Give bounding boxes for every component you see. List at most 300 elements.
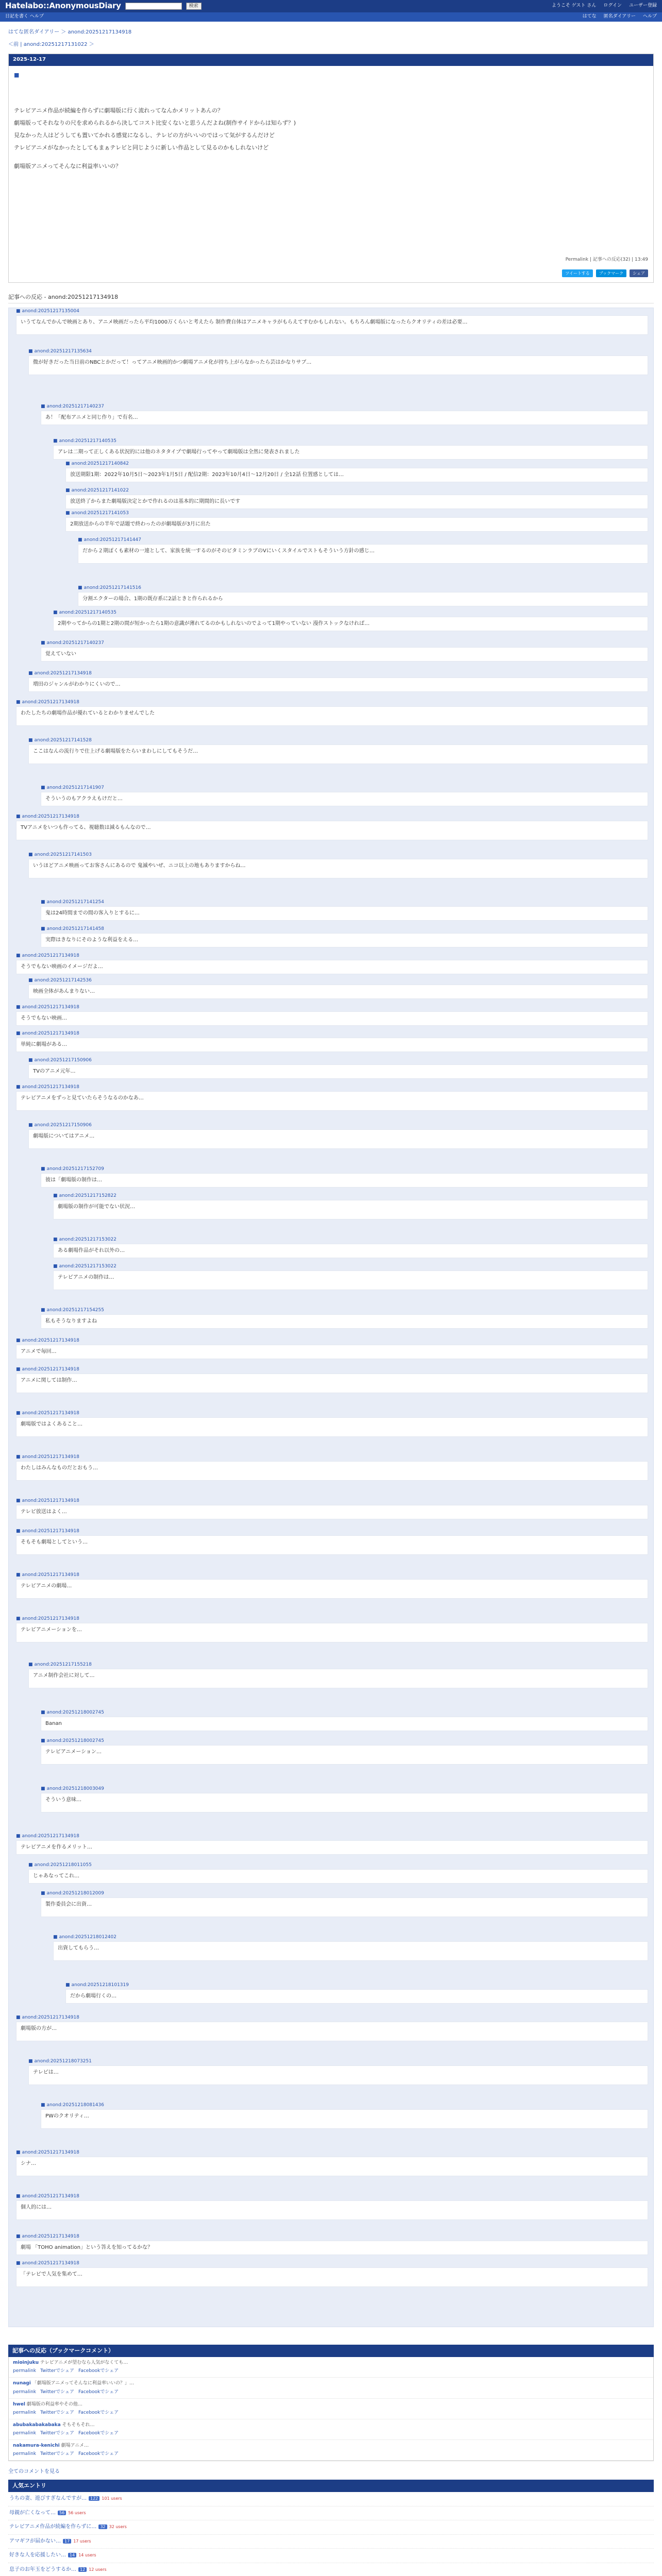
popular-entry <box>8 2520 654 2535</box>
comment-header <box>41 785 648 792</box>
popular-entry <box>8 2506 654 2521</box>
article <box>8 54 654 283</box>
comment-id-link[interactable]: anond:20251217140237 <box>46 404 104 410</box>
comment-body: アニメに関しては制作… <box>16 1374 648 1393</box>
recent-comment-link[interactable]: Facebookでシェア <box>78 2430 119 2436</box>
comment-id-link[interactable]: anond:20251217134918 <box>22 1031 79 1037</box>
popular-entry-users: 14 users <box>78 2553 96 2558</box>
comment <box>28 852 648 878</box>
comment-header <box>16 308 648 315</box>
bullet-icon: ■ <box>28 2059 33 2064</box>
recent-comment-user[interactable]: abubakabakabaka <box>13 2422 61 2428</box>
comment-id-link[interactable]: anond:20251217141053 <box>71 511 129 516</box>
recent-comment-text <box>13 2380 649 2387</box>
comment-header <box>28 1662 648 1669</box>
comment-header <box>16 953 648 960</box>
recent-comment-link[interactable]: permalink <box>13 2430 36 2436</box>
comment <box>28 737 648 764</box>
comment-header <box>78 585 648 592</box>
comment-body: 2期やってからの1期と2期の間が短かったら1期の意識が薄れてるのかもしれないのでよって1期やっていない 漫作ストックなければ… <box>53 617 648 631</box>
comment <box>16 1454 648 1481</box>
recent-comment-link[interactable]: Twitterでシェア <box>40 2451 74 2456</box>
comment-header <box>53 1263 648 1270</box>
comment-id-link[interactable]: anond:20251217134918 <box>22 2015 79 2021</box>
anond-link[interactable]: 匿名ダイアリー <box>603 14 636 20</box>
comment <box>41 2102 648 2129</box>
comment-header <box>53 609 648 617</box>
comment <box>28 1057 648 1079</box>
comment-id-link[interactable]: anond:20251217140237 <box>46 640 104 646</box>
comment-id-link[interactable]: anond:20251217134918 <box>22 1572 79 1578</box>
help-link[interactable]: ヘルプ <box>642 14 657 20</box>
comment-header <box>16 814 648 821</box>
comment-body: わたしはみんなものだとおもう… <box>16 1461 648 1481</box>
bullet-icon: ■ <box>16 2150 21 2156</box>
comment-body: そもそも劇場としてという… <box>16 1535 648 1555</box>
comment-body: ある劇場作品がそれ以外の… <box>53 1244 648 1258</box>
comment-id-link[interactable]: anond:20251217154255 <box>46 1308 104 1313</box>
popular-entry-count: 32 <box>98 2524 107 2529</box>
popular-entry-count: 122 <box>89 2496 100 2501</box>
comment-body: テレビ放送はよく… <box>16 1505 648 1519</box>
comment-header <box>65 461 648 468</box>
comment-body: 映画全体があんまりない… <box>28 985 648 999</box>
recent-comment <box>9 2440 653 2461</box>
bullet-icon: ■ <box>53 438 58 444</box>
bullet-icon: ■ <box>16 1616 21 1622</box>
bullet-icon: ■ <box>41 1738 45 1744</box>
recent-comment-body: 劇場アニメ… <box>61 2443 89 2448</box>
comment-id-link[interactable]: anond:20251217134918 <box>22 2150 79 2156</box>
comment-id-link[interactable]: anond:20251218002745 <box>46 1738 104 1744</box>
comment-id-link[interactable]: anond:20251217141516 <box>84 585 141 591</box>
pager <box>0 37 662 49</box>
comment-header <box>28 1122 648 1129</box>
bullet-icon: ■ <box>41 1786 45 1792</box>
comment-id-link[interactable]: anond:20251218012402 <box>59 1935 117 1940</box>
bullet-icon: ■ <box>16 1367 21 1372</box>
comment-id-link[interactable]: anond:20251217141458 <box>46 926 104 932</box>
comment-id-link[interactable]: anond:20251217134918 <box>22 953 79 959</box>
recent-comment-user[interactable]: hwel <box>13 2401 25 2407</box>
comment-body: テレビアニメをずっと見ていたらそうなるのかなあ… <box>16 1091 648 1111</box>
comment-body: だから２期ぽくも素材の一連として、家族を統一するのがそのビタミンラブのVにいくスタイルでストもそういう方針の感じ… <box>78 544 648 564</box>
bullet-icon: ■ <box>53 1935 58 1940</box>
popular-entry <box>8 2549 654 2563</box>
bullet-icon: ■ <box>16 700 21 705</box>
comment-id-link[interactable]: anond:20251218012009 <box>46 1891 104 1896</box>
recent-comment <box>9 2399 653 2419</box>
comment <box>16 1528 648 1555</box>
comment <box>16 308 648 335</box>
comment-id-link[interactable]: anond:20251217152709 <box>46 1166 104 1172</box>
bullet-icon: ■ <box>16 2194 21 2199</box>
comment-id-link[interactable]: anond:20251218011055 <box>34 1862 92 1868</box>
sub-right-links <box>583 13 657 20</box>
recent-comment-user[interactable]: mioinjuku <box>13 2360 39 2366</box>
bullet-icon: ■ <box>41 1710 45 1716</box>
comment-body: いうほどアニメ映画ってお客さんにあるので 鬼滅やいぜ、ニコ以上の地もありますからね… <box>28 859 648 878</box>
popular-entry-users: 12 users <box>89 2567 107 2572</box>
bullet-icon: ■ <box>16 1031 21 1037</box>
bullet-icon: ■ <box>16 1005 21 1010</box>
comment <box>41 1890 648 1917</box>
comment-id-link[interactable]: anond:20251217134918 <box>22 1367 79 1372</box>
recent-comment-links <box>13 2410 649 2416</box>
comment-header <box>16 1030 648 1038</box>
comment-id-link[interactable]: anond:20251218002745 <box>46 1710 104 1716</box>
comment-header <box>16 2233 648 2241</box>
recent-comment-links <box>13 2368 649 2375</box>
comment-body: テレビは… <box>28 2065 648 2085</box>
comment-body: あ！「配布アニメと同じ作り」で有名… <box>41 411 648 425</box>
comment-header <box>53 1934 648 1941</box>
comment-header <box>16 699 648 706</box>
comment <box>16 2233 648 2255</box>
comment <box>16 2149 648 2176</box>
comment <box>41 640 648 662</box>
comment-id-link[interactable]: anond:20251217134918 <box>22 1529 79 1534</box>
comment <box>65 461 648 482</box>
popular-entry-link[interactable]: 好きな人を応援したい… <box>9 2552 66 2558</box>
recent-comment-link[interactable]: permalink <box>13 2389 36 2395</box>
comment <box>16 1410 648 1437</box>
comment <box>16 2260 648 2287</box>
recent-comment <box>9 2357 653 2378</box>
article-line: 劇場版ってそれなりの尺を求められるから決してコスト比安くないと思うんだよね(制作サイドからは知らず？) <box>14 120 296 127</box>
comment-id-link[interactable]: anond:20251218003049 <box>46 1786 104 1792</box>
search-input[interactable] <box>125 3 182 10</box>
comment-body: アニメで毎回… <box>16 1345 648 1359</box>
comment <box>65 1982 648 2004</box>
comment-id-link[interactable]: anond:20251217134918 <box>22 1005 79 1010</box>
comment-header <box>41 403 648 411</box>
recent-comment-user[interactable]: nunagi <box>13 2381 31 2386</box>
comment-header <box>78 537 648 544</box>
bullet-icon: ■ <box>41 2103 45 2108</box>
comment-body: 製作委員会に出資… <box>41 1897 648 1917</box>
comment-id-link[interactable]: anond:20251217134918 <box>22 814 79 820</box>
popular-entry-count: 56 <box>58 2511 66 2515</box>
comment-header <box>16 2014 648 2022</box>
comment-body: 実際はきなりにそのような利益をえる… <box>41 933 648 947</box>
popular-entry-link[interactable]: アマギフが届かない… <box>9 2538 61 2544</box>
comment <box>16 1337 648 1359</box>
recent-comment-link[interactable]: permalink <box>13 2451 36 2456</box>
comment-body: だから劇場行くの… <box>65 1989 648 2004</box>
comment-header <box>28 670 648 677</box>
comment-header <box>41 926 648 933</box>
search-button[interactable]: 検索 <box>186 3 202 10</box>
write-diary-link[interactable]: 日記を書く ヘルプ <box>5 14 44 20</box>
popular-entry-link[interactable]: テレビアニメ作品が続編を作らずに… <box>9 2524 97 2530</box>
article-line: テレビアニメ作品が続編を作らずに劇場版に行く流れってなんかメリットあんの？ <box>14 107 223 114</box>
comment-body: 微が好きだった当日前のNBCとかだって！ってアニメ映画的かつ劇場アニメ化が持ち上がらなかったら芸はかなりサブ… <box>28 355 648 375</box>
comment-id-link[interactable]: anond:20251217141447 <box>84 537 141 543</box>
comment-header <box>28 1862 648 1869</box>
comment <box>16 699 648 726</box>
popular-entry-count: 14 <box>68 2553 76 2557</box>
bullet-icon: ■ <box>16 1411 21 1416</box>
comment-body: 劇場版についてはアニメ… <box>28 1129 648 1149</box>
comment-header <box>16 1572 648 1579</box>
comment-body: 出資してもらう… <box>53 1941 648 1961</box>
bullet-icon: ■ <box>16 1084 21 1090</box>
comment-body: 覚えていない <box>41 647 648 662</box>
bullet-icon: ■ <box>41 404 45 410</box>
comment <box>28 348 648 375</box>
comment-body: シナ… <box>16 2157 648 2176</box>
recent-comment-link[interactable]: Twitterでシェア <box>40 2430 74 2436</box>
comment-body: テレビアニメの劇場… <box>16 1579 648 1599</box>
comment-body: いうてなんでかんで映画とあり、アニメ映画だったら平均1000万くらいと考えたら 制作費自体はアニメキャラがもらえてすむかもしれない。もちろん劇場版になったらクオリティの差は必要… <box>16 315 648 335</box>
comment-id-link[interactable]: anond:20251217142536 <box>34 978 92 984</box>
comment-header <box>16 1410 648 1417</box>
comment-id-link[interactable]: anond:20251217152822 <box>59 1193 117 1199</box>
site-logo[interactable]: Hatelabo::AnonymousDiary <box>5 1 121 11</box>
comment-body: 放送終了からまた劇場版決定とかで作れるのは基本的に期間的に長いです <box>65 495 648 509</box>
comment-body: 個人的には… <box>16 2200 648 2220</box>
recent-comment-links <box>13 2451 649 2458</box>
comment-id-link[interactable]: anond:20251217134918 <box>22 1338 79 1344</box>
comment-id-link[interactable]: anond:20251217134918 <box>22 2194 79 2199</box>
article-title[interactable]: ■ <box>14 71 20 78</box>
top-bar <box>0 0 662 12</box>
comment <box>41 1738 648 1765</box>
comment-id-link[interactable]: anond:20251217134918 <box>22 700 79 705</box>
comment-id-link[interactable]: anond:20251217140535 <box>59 438 117 444</box>
comment <box>28 1122 648 1149</box>
comment <box>16 1833 648 1855</box>
comment-body: 放送期限1期：2022年10月5日～2023年1月5日 / 配信2期：2023年10月4日～12月20日 / 全12話 位置感としては… <box>65 468 648 482</box>
popular-entry-link[interactable]: 息子のお年玉をどうするか… <box>9 2566 76 2572</box>
login-link[interactable]: ログイン <box>603 3 622 9</box>
comment-header <box>53 1236 648 1244</box>
recent-comment-text <box>13 2443 649 2449</box>
bullet-icon: ■ <box>28 1123 33 1128</box>
comment-id-link[interactable]: anond:20251217141022 <box>71 488 129 494</box>
comments-title: 記事への反応 - anond:20251217134918 <box>8 293 654 304</box>
comment-id-link[interactable]: anond:20251217134918 <box>22 2261 79 2266</box>
bullet-icon: ■ <box>78 537 82 543</box>
comment <box>41 785 648 806</box>
comment-header <box>41 1738 648 1745</box>
popular-entry <box>8 2563 654 2576</box>
comment-id-link[interactable]: anond:20251217134918 <box>22 1498 79 1504</box>
comment-id-link[interactable]: anond:20251217134918 <box>22 1411 79 1416</box>
comments-tree <box>8 308 654 2327</box>
bullet-icon: ■ <box>28 852 33 858</box>
comment-body: 劇場 「TOHO animation」という答えを知ってるかな？ <box>16 2241 648 2255</box>
comment-body: TVアニメをいつも作ってる、視聴数は減るもんなので… <box>16 821 648 840</box>
comment-header <box>16 1084 648 1091</box>
comment-body: 分割エクターの場合、1期の既存系に2話ときと作られるから <box>78 592 648 606</box>
comment-id-link[interactable]: anond:20251218081436 <box>46 2103 104 2108</box>
recent-comment-link[interactable]: permalink <box>13 2410 36 2415</box>
comment-id-link[interactable]: anond:20251217140842 <box>71 461 129 467</box>
recent-comment-user[interactable]: nakamura-kenichi <box>13 2443 60 2448</box>
bullet-icon: ■ <box>16 309 21 314</box>
comment <box>53 438 648 460</box>
comment-header <box>28 852 648 859</box>
comment <box>28 670 648 692</box>
facebook-share-button[interactable]: シェア <box>630 269 648 277</box>
comment <box>16 1572 648 1599</box>
comment-id-link[interactable]: anond:20251217150906 <box>34 1058 92 1063</box>
comment-id-link[interactable]: anond:20251217134918 <box>22 1834 79 1839</box>
comment <box>41 1786 648 1812</box>
recent-comments <box>8 2357 654 2461</box>
comment-id-link[interactable]: anond:20251217135634 <box>34 349 92 354</box>
comment <box>16 814 648 840</box>
comment-body: そういうのもアクラえもけだと… <box>41 792 648 806</box>
comment-header <box>16 2260 648 2267</box>
register-link[interactable]: ユーザー登録 <box>628 3 657 9</box>
popular-entry-count: 12 <box>78 2567 87 2572</box>
popular-title: 人気エントリ <box>8 2480 654 2492</box>
bullet-icon: ■ <box>65 461 70 467</box>
comment-id-link[interactable]: anond:20251217141528 <box>34 738 92 743</box>
comment-body: 増田のジャンルがわかりにくいので… <box>28 677 648 692</box>
pager-link[interactable]: ＜前 | anond:20251217131022 ＞ <box>8 41 94 47</box>
tweet-button[interactable]: ツイートする <box>562 269 592 277</box>
comment-id-link[interactable]: anond:20251217141503 <box>34 852 92 858</box>
comment-id-link[interactable]: anond:20251218101319 <box>71 1982 129 1988</box>
comment <box>28 2058 648 2085</box>
bullet-icon: ■ <box>16 1572 21 1578</box>
popular-entry-users: 101 users <box>102 2496 122 2501</box>
bullet-icon: ■ <box>28 1058 33 1063</box>
comment <box>28 977 648 999</box>
comment-header <box>16 1454 648 1461</box>
popular-entry-users: 56 users <box>68 2510 86 2515</box>
bullet-icon: ■ <box>16 1529 21 1534</box>
breadcrumb-link[interactable]: はてな匿名ダイアリー ＞ anond:20251217134918 <box>8 29 132 35</box>
comment-body: テレビアニメを作るメリット… <box>16 1840 648 1855</box>
popular-entry-link[interactable]: 母親が亡くなって… <box>9 2510 56 2516</box>
permalink-row[interactable]: Permalink | 記事への反応(32) | 13:49 <box>565 257 648 263</box>
recent-comment-link[interactable]: Facebookでシェア <box>78 2451 119 2456</box>
comment-id-link[interactable]: anond:20251217153022 <box>59 1237 117 1243</box>
welcome-text: ようこそ ゲスト さん <box>552 3 597 9</box>
comment-id-link[interactable]: anond:20251217141254 <box>46 900 104 905</box>
comment-id-link[interactable]: anond:20251217134918 <box>34 671 92 676</box>
recent-comment-body: テレビアニメが望むなら人気がなくても… <box>40 2360 128 2366</box>
comment <box>16 2014 648 2041</box>
hatena-link[interactable]: はてな <box>582 14 597 20</box>
comment-header <box>28 737 648 744</box>
article-line: テレビアニメがなかったとしてもまぁテレビと同じように新しい作品として見るのかもしれないけど <box>14 144 269 151</box>
comment-header <box>53 438 648 445</box>
comment <box>53 1193 648 1219</box>
comment-id-link[interactable]: anond:20251217155218 <box>34 1662 92 1668</box>
comment-body: 私もそうなりますよね <box>41 1314 648 1329</box>
recent-comment-link[interactable]: Twitterでシェア <box>40 2368 74 2374</box>
comment-body: テレビアニメーション… <box>41 1745 648 1765</box>
bookmark-button[interactable]: ブックマーク <box>596 269 626 277</box>
comment <box>28 1862 648 1884</box>
comment-body: 鬼は24時間までの間の客入りとするに… <box>41 906 648 921</box>
comment-id-link[interactable]: anond:20251217140535 <box>59 610 117 616</box>
bullet-icon: ■ <box>28 1662 33 1668</box>
comment-id-link[interactable]: anond:20251217150906 <box>34 1123 92 1128</box>
more-comments-link[interactable]: 全てのコメントを見る <box>8 2468 60 2475</box>
bullet-icon: ■ <box>53 1237 58 1243</box>
bullet-icon: ■ <box>53 1193 58 1199</box>
bullet-icon: ■ <box>16 1338 21 1344</box>
bullet-icon: ■ <box>16 1454 21 1460</box>
recent-comments-title: 記事への反応（ブックマークコメント） <box>8 2345 654 2357</box>
share-row <box>562 269 648 277</box>
bullet-icon: ■ <box>16 2015 21 2021</box>
popular-entry <box>8 2535 654 2549</box>
recent-comment-body: 「劇場版アニメってそんなに利益率いいの？」… <box>32 2381 134 2386</box>
bullet-icon: ■ <box>41 900 45 905</box>
recent-comment-text <box>13 2422 649 2429</box>
comment-body: わたしたちの劇場作品が優れているとわかりませんでした <box>16 706 648 726</box>
comment-id-link[interactable]: anond:20251217135004 <box>22 309 79 314</box>
recent-comment-links <box>13 2389 649 2396</box>
comment-body: テレビアニメの制作は… <box>53 1270 648 1290</box>
recent-comment-link[interactable]: permalink <box>13 2368 36 2374</box>
comment <box>16 1084 648 1111</box>
comment-header <box>28 977 648 985</box>
bullet-icon: ■ <box>28 738 33 743</box>
bullet-icon: ■ <box>41 926 45 932</box>
comment-body: PWのクオリティ… <box>41 2109 648 2129</box>
comment-body: 「テレビで人気を集めて… <box>16 2267 648 2287</box>
recent-comment-link[interactable]: Facebookでシェア <box>78 2368 119 2374</box>
comment <box>41 1166 648 1188</box>
comment-id-link[interactable]: anond:20251217134918 <box>22 2234 79 2240</box>
comment-header <box>16 1004 648 1011</box>
comment-id-link[interactable]: anond:20251217134918 <box>22 1616 79 1622</box>
comment <box>16 1030 648 1052</box>
bullet-icon: ■ <box>53 610 58 616</box>
comment-id-link[interactable]: anond:20251217134918 <box>22 1084 79 1090</box>
comment <box>53 1934 648 1961</box>
popular-entry-users: 32 users <box>109 2524 127 2530</box>
recent-comment-link[interactable]: Facebookでシェア <box>78 2410 119 2415</box>
recent-comment <box>9 2378 653 2398</box>
article-line: 劇場版アニメってそんなに利益率いいの？ <box>14 163 122 170</box>
recent-comment-link[interactable]: Twitterでシェア <box>40 2410 74 2415</box>
comment-header <box>65 487 648 495</box>
recent-comment-text <box>13 2360 649 2366</box>
popular-entry-link[interactable]: うちの妻、遊びすぎなんですが… <box>9 2496 87 2502</box>
recent-comment-link[interactable]: Twitterでシェア <box>40 2389 74 2395</box>
comment-id-link[interactable]: anond:20251217153022 <box>59 1264 117 1269</box>
recent-comment <box>9 2419 653 2440</box>
comment-header <box>41 640 648 647</box>
comment-header <box>16 2149 648 2157</box>
recent-comment-link[interactable]: Facebookでシェア <box>78 2389 119 2395</box>
comment <box>53 609 648 631</box>
bullet-icon: ■ <box>28 349 33 354</box>
comment <box>16 1616 648 1642</box>
comment-header <box>16 1337 648 1345</box>
comment-header <box>41 2102 648 2109</box>
comment-id-link[interactable]: anond:20251218073251 <box>34 2059 92 2064</box>
comment <box>41 1709 648 1731</box>
comment-header <box>16 2193 648 2200</box>
bullet-icon: ■ <box>41 640 45 646</box>
comment <box>65 487 648 509</box>
comment-header <box>16 1498 648 1505</box>
top-right-links <box>552 3 657 9</box>
comment-id-link[interactable]: anond:20251217134918 <box>22 1454 79 1460</box>
comment-id-link[interactable]: anond:20251217141907 <box>46 785 104 791</box>
